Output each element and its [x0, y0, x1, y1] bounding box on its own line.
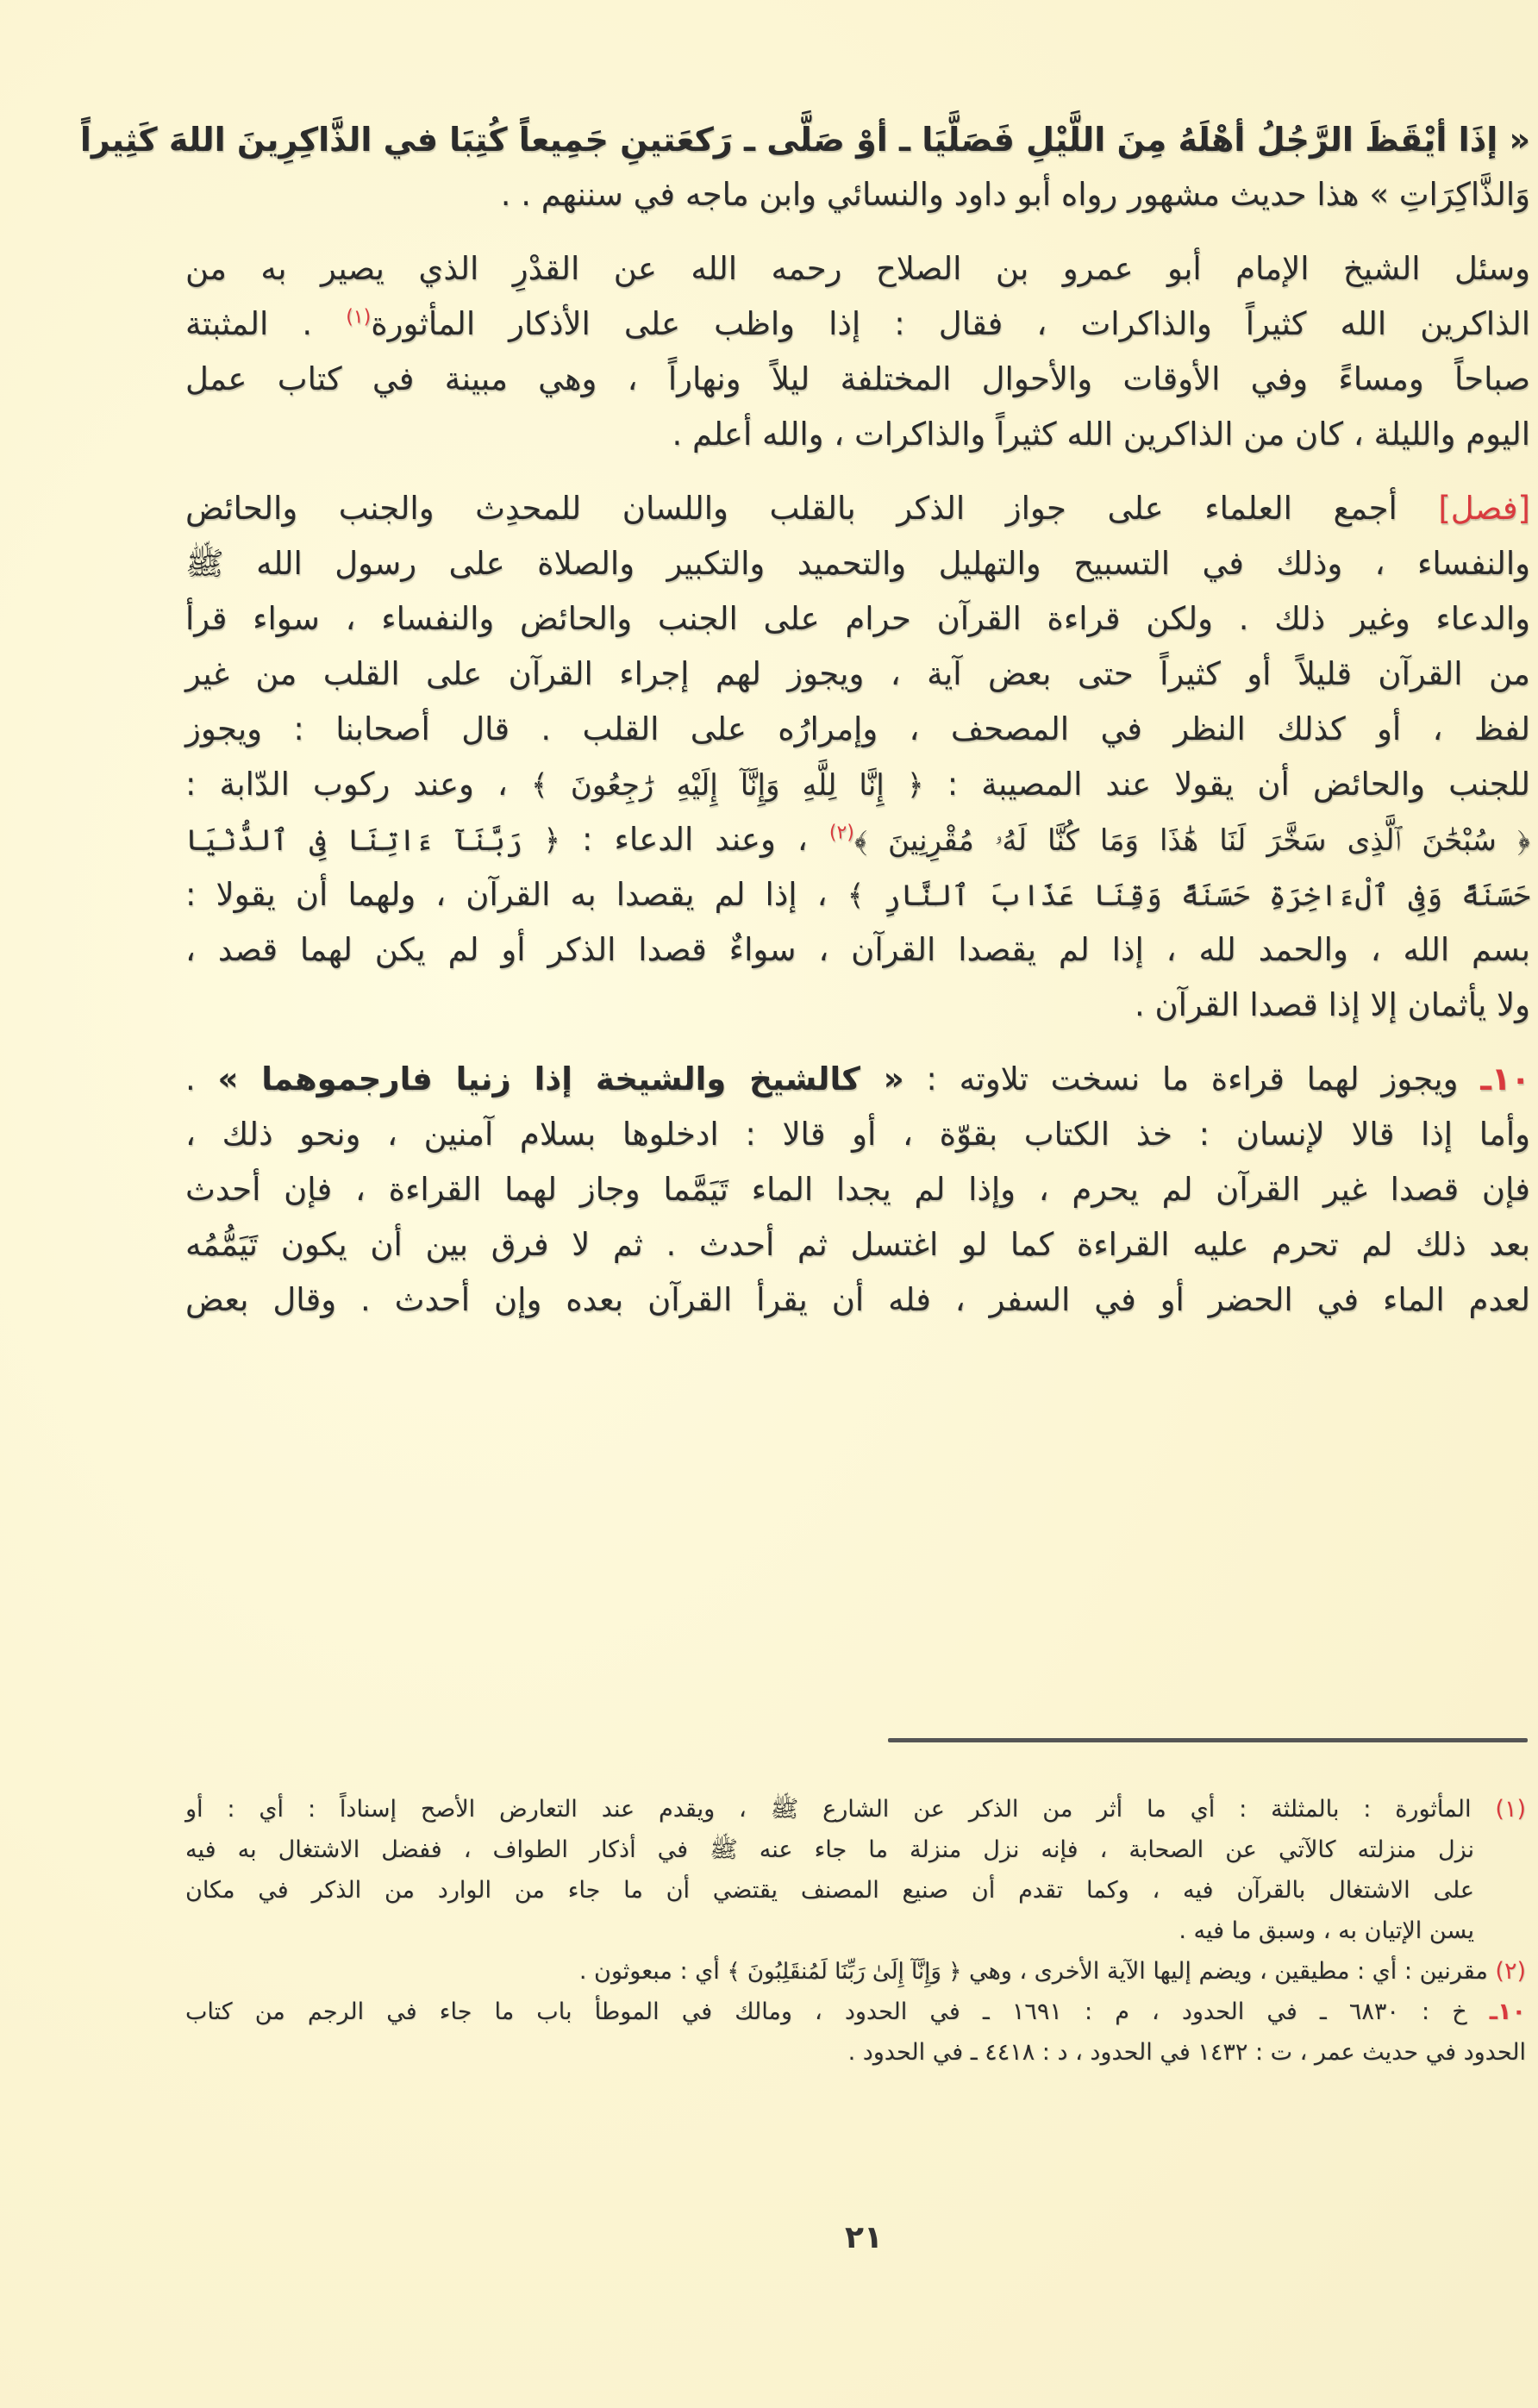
paragraph-line [185, 812, 1530, 867]
paragraph-line: ولا يأثمان إلا إذا قصدا القرآن . [1134, 986, 1530, 1023]
footnote-line [185, 1789, 1526, 1829]
paragraph-line [185, 757, 1530, 812]
footnote-2 [185, 1951, 1526, 1992]
paragraph-line: من القرآن قليلاً أو كثيراً حتى بعض آية ، ويجوز لهم إجراء القرآن على القلب من غير [185, 655, 1530, 692]
hadith-line-1: « إذَا أيْقَظَ الرَّجُلُ أهْلَهُ مِنَ اللَّيْلِ فَصَلَّيَا ـ أوْ صَلَّى ـ رَكعَتينِ جَمِيعاً كُتِبَا في الذَّاكِرِينَ اللهَ كَثِيراً [79, 121, 1530, 159]
footnote-marker: (٢) [1495, 1958, 1526, 1985]
item-number: ١٠ـ [1480, 1060, 1531, 1098]
footnote-line: يسن الإتيان به ، وسبق ما فيه . [1179, 1917, 1474, 1944]
paragraph-line: والدعاء وغير ذلك . ولكن قراءة القرآن حرام على الجنب والحائض والنفساء ، سواء قرأ [185, 600, 1530, 637]
footnote-line: على الاشتغال بالقرآن فيه ، وكما تقدم أن صنيع المصنف يقتضي أن ما جاء من الوارد من الذكر في مكان [185, 1877, 1474, 1904]
quran-verse: حَسَنَةً وَفِى ٱلْءَاخِرَةِ حَسَنَةً وَقِنَا عَذَابَ ٱلنَّارِ ﴾ [847, 879, 1530, 913]
footnote-10 [185, 1992, 1526, 2073]
main-text-block [79, 112, 1531, 1328]
item-10-paragraph [185, 1052, 1530, 1328]
quran-verse: ﴿ وَإِنَّآ إِلَىٰ رَبِّنَا لَمُنقَلِبُونَ ﴾ [727, 1959, 962, 1985]
paragraph-line: وأما إذا قالا لإنسان : خذ الكتاب بقوّة ، أو قالا : ادخلوها بسلام آمنين ، ونحو ذلك ، [185, 1116, 1530, 1153]
text-segment: خ : ٦٨٣٠ ـ في الحدود ، م : ١٦٩١ ـ في الحدود ، ومالك في الموطأ باب ما جاء في الرجم من كتاب [185, 1998, 1490, 2025]
ibn-salah-paragraph [185, 241, 1530, 462]
text-segment: . [185, 1060, 218, 1098]
section-heading-fasl: [فصل] [1438, 490, 1530, 527]
paragraph-line [185, 297, 1530, 352]
footnote-1 [185, 1789, 1526, 1951]
paragraph-line: لفظ ، أو كذلك النظر في المصحف ، وإمرارُه على القلب . قال أصحابنا : ويجوز [185, 710, 1530, 747]
paragraph-line [185, 481, 1530, 536]
footnote-ref-1[interactable]: (١) [346, 306, 372, 328]
footnote-marker: ١٠ـ [1489, 1998, 1526, 2025]
paragraph-line: بسم الله ، والحمد لله ، إذا لم يقصدا القرآن ، سواءٌ قصدا الذكر أو لم يكن لهما قصد ، [185, 931, 1530, 968]
text-segment: ، وعند الدعاء : [560, 821, 829, 858]
hadith-line-2: وَالذَّاكِرَاتِ » هذا حديث مشهور رواه أبو داود والنسائي وابن ماجه في سننهم . . [500, 176, 1530, 213]
paragraph-line [185, 867, 1530, 923]
quran-verse: ﴿ سُبْحَٰنَ ٱلَّذِى سَخَّرَ لَنَا هَٰذَا وَمَا كُنَّا لَهُۥ مُقْرِنِينَ ﴾ [853, 823, 1531, 858]
text-segment: ويجوز لهما قراءة ما نسخت تلاوته : [903, 1060, 1481, 1098]
paragraph-line [185, 1052, 1530, 1107]
fasl-paragraph [185, 481, 1530, 1033]
hadith-block [79, 112, 1530, 222]
text-segment: أي : مبعوثون . [578, 1958, 728, 1985]
footnote-line: الحدود في حديث عمر ، ت : ١٤٣٢ في الحدود ، د : ٤٤١٨ ـ في الحدود . [847, 2039, 1526, 2066]
quran-verse: ﴿ رَبَّنَآ ءَاتِنَا فِى ٱلدُّنْيَا [185, 823, 560, 858]
footnote-separator [888, 1738, 1528, 1742]
paragraph-line: اليوم والليلة ، كان من الذاكرين الله كثيراً والذاكرات ، والله أعلم . [672, 416, 1530, 453]
paragraph-line: والنفساء ، وذلك في التسبيح والتهليل والتحميد والتكبير والصلاة على رسول الله ﷺ [185, 545, 1530, 582]
paragraph-line: صباحاً ومساءً وفي الأوقات والأحوال المختلفة ليلاً ونهاراً ، وهي مبينة في كتاب عمل [185, 360, 1530, 397]
text-segment: . المثبتة [185, 305, 347, 342]
footnotes-block [185, 1789, 1526, 2073]
text-segment: مقرنين : أي : مطيقين ، ويضم إليها الآية الأخرى ، وهي [961, 1958, 1496, 1985]
footnote-ref-2[interactable]: (٢) [828, 822, 854, 844]
footnote-line [185, 1992, 1526, 2032]
paragraph-line: لعدم الماء في الحضر أو في السفر ، فله أن يقرأ القرآن بعده وإن أحدث . وقال بعض [185, 1281, 1530, 1318]
paragraph-line: وسئل الشيخ الإمام أبو عمرو بن الصلاح رحمه الله عن القدْرِ الذي يصير به من [185, 250, 1530, 287]
text-segment: الذاكرين الله كثيراً والذاكرات ، فقال : إذا واظب على الأذكار المأثورة [371, 305, 1530, 342]
text-segment: المأثورة : بالمثلثة : أي ما أثر من الذكر عن الشارع ﷺ ، ويقدم عند التعارض الأصح إسناداً : أي : أو [185, 1796, 1496, 1823]
text-segment: للجنب والحائض أن يقولا عند المصيبة : [923, 766, 1530, 803]
footnote-line: نزل منزلته كالآتي عن الصحابة ، فإنه نزل منزلة ما جاء عنه ﷺ في أذكار الطواف ، ففضل الاشتغال به فيه [185, 1836, 1474, 1863]
page-number: ٢١ [845, 2220, 883, 2255]
text-segment: أجمع العلماء على جواز الذكر بالقلب واللسان للمحدِث والجنب والحائض [185, 490, 1439, 527]
text-segment: ، وعند ركوب الدّابة : [185, 766, 531, 803]
paragraph-line: فإن قصدا غير القرآن لم يحرم ، وإذا لم يجدا الماء تَيَمَّما وجاز لهما القراءة ، فإن أحدث [185, 1171, 1530, 1208]
footnote-line [185, 1951, 1526, 1992]
paragraph-line: بعد ذلك لم تحرم عليه القراءة كما لو اغتسل ثم أحدث . ثم لا فرق بين أن يكون تَيَمُّمُه [185, 1226, 1530, 1263]
quran-verse: ﴿ إِنَّا لِلَّهِ وَإِنَّآ إِلَيْهِ رَٰجِعُونَ ﴾ [530, 768, 924, 803]
footnote-marker: (١) [1495, 1796, 1526, 1823]
text-segment: ، إذا لم يقصدا به القرآن ، ولهما أن يقولا : [185, 876, 847, 913]
quoted-verse: « كالشيخ والشيخة إذا زنيا فارجموهما » [217, 1060, 904, 1098]
